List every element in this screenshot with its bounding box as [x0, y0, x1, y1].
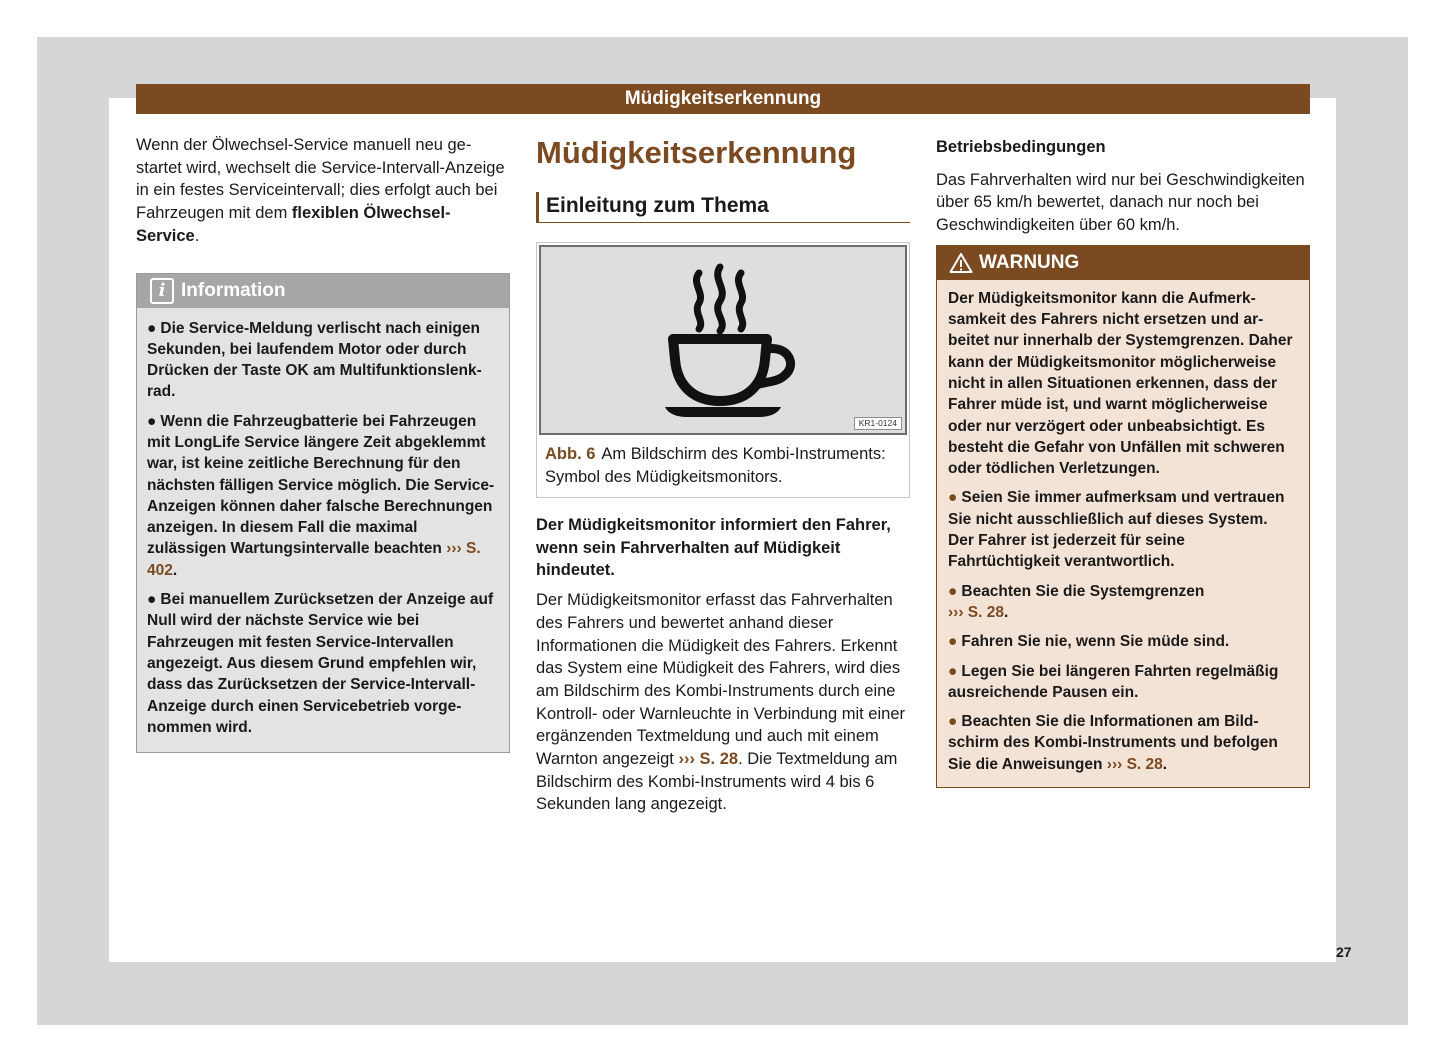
info-item-1: ● Die Service-Meldung verlischt nach einigen Sekunden, bei laufendem Motor oder durch Drücken der Taste OK am Multifunktionslenkrad.: [147, 319, 482, 401]
page-link-28-c[interactable]: ››› S. 28: [1106, 755, 1163, 773]
conditions-text: Das Fahrverhalten wird nur bei Geschwindigkeiten über 65 km/h bewertet, danach nur noch bei Geschwindigkeiten über 60 km/h.: [936, 170, 1305, 235]
information-header: [137, 274, 509, 308]
info-icon: i: [150, 278, 174, 304]
warning-item-2: ● Beachten Sie die Systemgrenzen ››› S. 28.: [948, 582, 1205, 621]
information-box: [136, 273, 510, 754]
page-link-402[interactable]: ››› S. 402: [147, 540, 481, 579]
column-left: [136, 134, 510, 753]
information-body: [137, 308, 509, 753]
column-right: [936, 134, 1310, 788]
warning-box: [936, 245, 1310, 788]
figure-image: [539, 245, 907, 435]
info-item-2: ● Wenn die Fahrzeugbatterie bei Fahrzeugen mit LongLife Service längere Zeit abgeklemmt war, ist keine zeitliche Berechnung für den nächsten fälligen Service möglich. Die Service-Anzeigen können daher falsche Berechnungen anzeigen. In diesem Fall die maximal zulässigen Wartungsintervalle beachten ››› S. 402.: [147, 412, 495, 579]
section-title: Müdigkeitserkennung: [536, 135, 857, 170]
warning-item-5: ● Beachten Sie die Informationen am Bildschirm des Kombi-Instruments und befolgen Sie die Anweisungen ››› S. 28.: [948, 713, 1278, 773]
page-link-28[interactable]: ››› S. 28: [678, 750, 739, 769]
chapter-header: Müdigkeitserkennung: [136, 84, 1310, 114]
page-number: 27: [1336, 944, 1352, 960]
figure: [536, 242, 910, 498]
warning-body: [937, 280, 1309, 787]
lead-paragraph: Der Müdigkeitsmonitor informiert den Fahrer, wenn sein Fahrverhalten auf Müdigkeit hindeutet.: [536, 516, 891, 580]
warning-item-1: ● Seien Sie immer aufmerksam und vertrauen Sie nicht ausschließlich auf dieses System. Der Fahrer ist jederzeit für seine Fahrtüchtigkeit verantwortlich.: [948, 489, 1285, 571]
figure-label: Abb. 6: [545, 445, 596, 463]
information-title: Information: [181, 279, 286, 301]
info-item-3: ● Bei manuellem Zurücksetzen der Anzeige auf Null wird der nächste Service wie bei Fahrzeugen mit festen Service-Intervallen angezeigt. Aus diesem Grund empfehlen wir, dass das Zurücksetzen der Service-Intervall-Anzeige durch einen Servicebetrieb vorgenommen wird.: [147, 591, 494, 736]
warning-item-4: ● Legen Sie bei längeren Fahrten regelmäßig ausreichende Pausen ein.: [948, 662, 1279, 701]
intro-paragraph: Wenn der Ölwechsel-Service manuell neu gestartet wird, wechselt die Service-Intervall-Anzeige in ein festes Serviceintervall; dies erfolgt auch bei Fahrzeugen mit dem flexiblen Ölwechsel-Service.: [136, 136, 505, 245]
conditions-title: Betriebsbedingungen: [936, 138, 1106, 156]
body-paragraph: Der Müdigkeitsmonitor erfasst das Fahrverhalten des Fahrers und bewertet anhand dieser Informationen die Müdigkeit des Fahrers. Erkennt das System eine Müdigkeit des Fahrers, wird dies am Bildschirm des Kombi-Instruments durch eine Kontroll- oder Warnleuchte in Verbindung mit einer ergänzenden Textmeldung und auch mit einem Warnton angezeigt ››› S. 28. Die Textmeldung am Bildschirm des Kombi-Instruments wird 4 bis 6 Sekunden lang angezeigt.: [536, 591, 906, 814]
figure-caption: Abb. 6 Am Bildschirm des Kombi-Instruments: Symbol des Müdigkeitsmonitors.: [545, 445, 886, 486]
coffee-cup-icon: [541, 247, 907, 429]
warning-item-3: ● Fahren Sie nie, wenn Sie müde sind.: [948, 633, 1230, 651]
column-middle: [536, 134, 910, 816]
subsection-title: Einleitung zum Thema: [536, 192, 910, 223]
warning-intro: Der Müdigkeitsmonitor kann die Aufmerksamkeit des Fahrers nicht ersetzen und arbeitet nur innerhalb der Systemgrenzen. Daher kann der Müdigkeitsmonitor möglicherweise nicht in allen Situationen erkennen, dass der Fahrer müde ist, und warnt möglicherweise oder nur verzögert oder unbeabsichtigt. Es besteht die Gefahr von Unfällen mit schweren oder tödlichen Verletzungen.: [948, 289, 1293, 478]
warning-header: [937, 246, 1309, 280]
warning-triangle-icon: [949, 252, 973, 274]
figure-code: KR1-0124: [854, 417, 902, 430]
warning-title: WARNUNG: [979, 251, 1080, 273]
page-link-28-b[interactable]: ››› S. 28: [948, 603, 1004, 621]
